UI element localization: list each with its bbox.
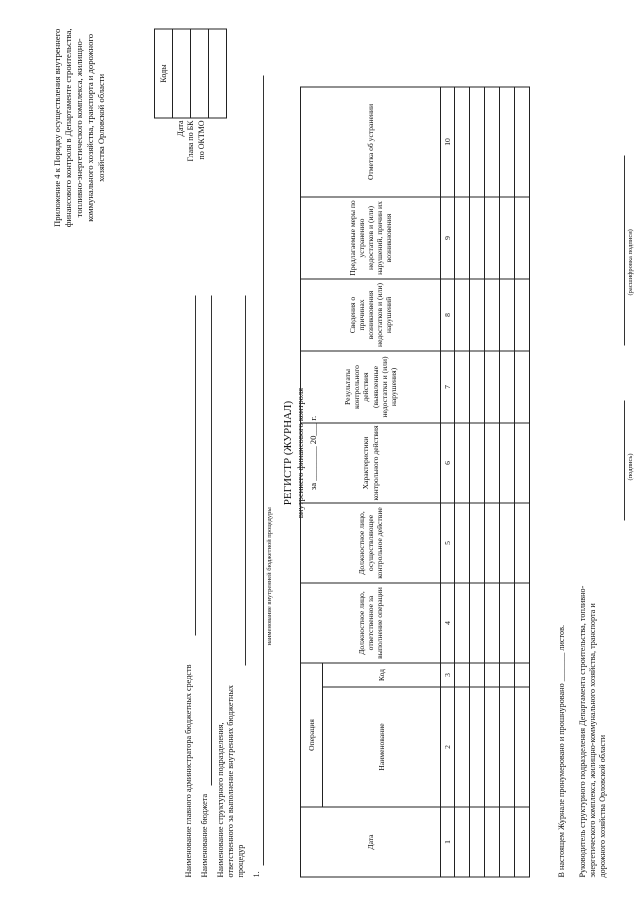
code-glava-cell xyxy=(190,29,208,117)
header-elimination-mark: Отметка об устранении xyxy=(301,87,441,197)
appendix-line: коммунального хозяйства, транспорта и дорожного xyxy=(85,33,95,222)
table-empty-row xyxy=(500,87,515,877)
column-number: 3 xyxy=(441,663,455,687)
table-header-row xyxy=(301,87,323,877)
header-operation-name: Наименование xyxy=(323,687,441,807)
register-title: РЕГИСТР (ЖУРНАЛ) xyxy=(282,400,294,505)
admin-field-line xyxy=(195,295,196,635)
procedure-caption: наименование внутренней бюджетной процедуры xyxy=(266,506,273,645)
decode-caption: (расшифровка подписи) xyxy=(627,228,634,295)
table-empty-row xyxy=(515,87,530,877)
header-operation-group: Операция xyxy=(301,663,323,807)
column-number: 2 xyxy=(441,687,455,807)
appendix-line: Приложение 4 к Порядку осуществления внутреннего xyxy=(52,28,62,227)
header-causes: Сведения о причинах возникновения недостатков и (или) нарушений xyxy=(301,279,441,351)
decode-line xyxy=(624,155,625,345)
appendix-note xyxy=(52,28,107,227)
table-empty-row xyxy=(485,87,500,877)
signature-line xyxy=(624,400,625,520)
table-number-row xyxy=(441,87,455,877)
header-controller: Должностное лицо, осуществляющее контрольное действие xyxy=(301,503,441,583)
head-title-line2: энергетического комплекса, жилищно-коммунального хозяйства, транспорта и xyxy=(588,602,597,877)
code-date-cell xyxy=(172,29,190,117)
column-number: 4 xyxy=(441,583,455,663)
numbered-pages-note: В настоящем Журнале пронумеровано и прошнуровано _______ листов. xyxy=(557,624,566,877)
column-number: 6 xyxy=(441,423,455,503)
unit-label-line1: Наименование структурного подразделения, xyxy=(216,721,225,877)
code-oktmo-cell xyxy=(208,29,226,117)
header-date: Дата xyxy=(301,807,441,877)
column-number: 9 xyxy=(441,197,455,279)
signature-caption: (подпись) xyxy=(627,453,634,480)
column-number: 1 xyxy=(441,807,455,877)
head-title-line1: Руководитель структурного подразделения Департамента строительства, топливно- xyxy=(578,585,587,877)
codes-header: Коды xyxy=(159,63,168,83)
register-subtitle: внутреннего финансового контроля xyxy=(295,387,305,518)
budget-field-line xyxy=(211,295,212,785)
header-operation-code: Код xyxy=(323,663,441,687)
budget-label: Наименование бюджета xyxy=(200,793,209,877)
column-number: 10 xyxy=(441,87,455,197)
column-number: 7 xyxy=(441,351,455,423)
table-empty-row xyxy=(470,87,485,877)
appendix-line: хозяйства Орловской области xyxy=(96,73,106,182)
code-labels xyxy=(176,120,207,161)
column-number: 8 xyxy=(441,279,455,351)
header-measures: Предлагаемые меры по устранению недостатков и (или) нарушений, причин их возникновения xyxy=(301,197,441,279)
header-control-characteristics: Характеристики контрольного действия xyxy=(301,423,441,503)
unit-field-line xyxy=(245,295,246,665)
header-results: Результаты контрольного действия (выявленные недостатки и (или) нарушения) xyxy=(301,351,441,423)
column-number: 5 xyxy=(441,503,455,583)
appendix-line: финансового контроля в Департаменте строительства, xyxy=(63,28,73,227)
code-label-glava: Глава по БК xyxy=(186,120,196,161)
header-responsible: Должностное лицо, ответственное за выполнение операции xyxy=(301,583,441,663)
appendix-line: топливно-энергетического комплекса, жилищно- xyxy=(74,37,84,217)
code-label-oktmo: по ОКТМО xyxy=(196,120,206,160)
register-table xyxy=(300,86,530,877)
procedure-field-line xyxy=(263,75,264,865)
head-title-line3: дорожного хозяйства Орловской области xyxy=(598,734,607,877)
register-period: за ________ 20___ г. xyxy=(308,415,318,490)
procedure-number: 1. xyxy=(252,870,261,877)
admin-label: Наименование главного администратора бюджетных средств xyxy=(184,664,193,877)
unit-label-line3: процедур xyxy=(236,844,245,877)
code-label-date: Дата xyxy=(176,120,185,136)
unit-label-line2: ответственного за выполнение внутренних бюджетных xyxy=(226,684,235,877)
table-empty-row xyxy=(455,87,470,877)
codes-box xyxy=(154,28,227,118)
